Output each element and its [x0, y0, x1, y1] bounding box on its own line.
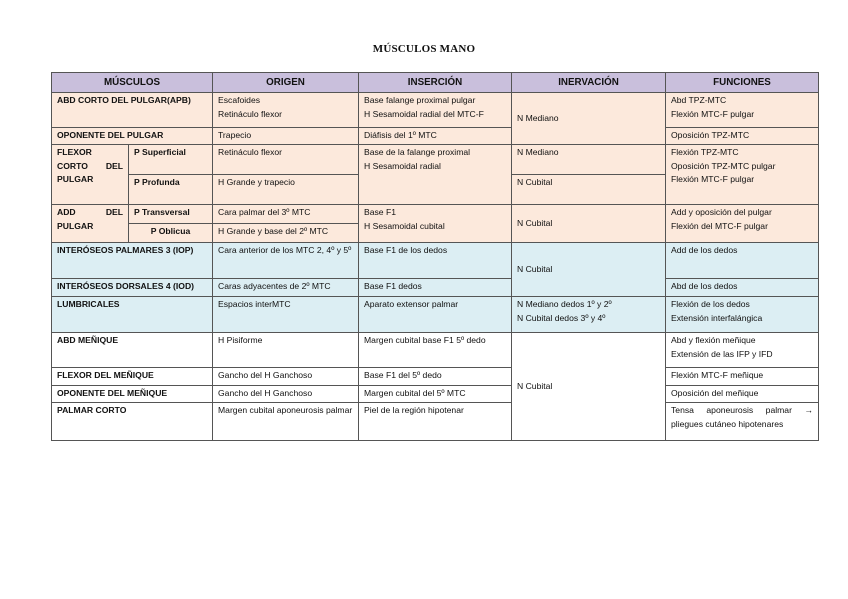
- muscle-name-word: DEL: [105, 160, 123, 171]
- insercion-cell: Diáfisis del 1º MTC: [359, 128, 512, 145]
- table-row: [52, 279, 819, 297]
- muscle-part: P Transversal: [129, 205, 213, 224]
- muscle-name: FLEXOR DEL MEÑIQUE: [52, 368, 213, 386]
- funcion-cell: [666, 297, 819, 333]
- muscle-name: LUMBRICALES: [52, 297, 213, 333]
- insercion-line: H Sesamoidal radial: [364, 160, 441, 171]
- funcion-cell: Add de los dedos: [666, 243, 819, 279]
- muscle-part: P Superficial: [129, 145, 213, 175]
- muscle-name: INTERÓSEOS DORSALES 4 (IOD): [52, 279, 213, 297]
- muscle-name: [52, 145, 129, 205]
- origen-line: Retináculo flexor: [218, 108, 283, 119]
- funcion-line: Flexión de los dedos: [671, 299, 750, 309]
- origen-cell: Trapecio: [213, 128, 359, 145]
- funcion-line: Flexión MTC-F pulgar: [671, 108, 755, 119]
- funcion-cell: Oposición TPZ-MTC: [666, 128, 819, 145]
- table-row: [52, 243, 819, 279]
- funcion-line: Abd TPZ-MTC: [671, 95, 727, 105]
- inervacion-cell: N Cubital: [512, 243, 666, 297]
- muscle-name-word: CORTO: [57, 160, 88, 171]
- inervacion-cell: N Mediano: [512, 145, 666, 175]
- muscle-name-line: PULGAR: [57, 174, 94, 184]
- muscle-part: P Oblicua: [129, 224, 213, 243]
- insercion-line: Base de la falange proximal: [364, 147, 471, 157]
- insercion-cell: Aparato extensor palmar: [359, 297, 512, 333]
- funcion-line: Flexión TPZ-MTC: [671, 147, 739, 157]
- origen-cell: H Pisiforme: [213, 333, 359, 368]
- insercion-cell: Piel de la región hipotenar: [359, 403, 512, 441]
- muscle-name: [52, 205, 129, 243]
- inervacion-cell: N Mediano: [512, 93, 666, 145]
- origen-cell: Retináculo flexor: [213, 145, 359, 175]
- insercion-cell: [359, 145, 512, 205]
- origen-cell: H Grande y base del 2º MTC: [213, 224, 359, 243]
- funcion-cell: [666, 145, 819, 205]
- muscle-part: P Profunda: [129, 175, 213, 205]
- muscle-name: ABD CORTO DEL PULGAR(APB): [52, 93, 213, 128]
- table-row: [52, 403, 819, 441]
- insercion-line: Base falange proximal pulgar: [364, 95, 476, 105]
- document-title: MÚSCULOS MANO: [372, 43, 476, 55]
- muscles-table: [51, 72, 819, 441]
- origen-line: Escafoides: [218, 95, 261, 105]
- funcion-cell: [666, 205, 819, 243]
- inervacion-cell: N Cubital: [512, 175, 666, 205]
- funcion-line: Flexión del MTC-F pulgar: [671, 220, 768, 231]
- table-row: [52, 368, 819, 386]
- origen-cell: Cara anterior de los MTC 2, 4º y 5º: [213, 243, 359, 279]
- funcion-line: Add y oposición del pulgar: [671, 207, 772, 217]
- inervacion-line: N Mediano dedos 1º y 2º: [517, 299, 612, 309]
- insercion-cell: [359, 93, 512, 128]
- table-row: [52, 333, 819, 368]
- table-row: [52, 297, 819, 333]
- inervacion-cell: N Cubital: [512, 205, 666, 243]
- table-row: [52, 205, 819, 224]
- muscle-name: OPONENTE DEL PULGAR: [52, 128, 213, 145]
- origen-cell: Caras adyacentes de 2º MTC: [213, 279, 359, 297]
- origen-cell: Gancho del H Ganchoso: [213, 386, 359, 403]
- muscle-name: INTERÓSEOS PALMARES 3 (IOP): [52, 243, 213, 279]
- origen-cell: Margen cubital aponeurosis palmar: [213, 403, 359, 441]
- origen-cell: Cara palmar del 3º MTC: [213, 205, 359, 224]
- header-origen: ORIGEN: [213, 73, 359, 93]
- insercion-cell: Base F1 del 5º dedo: [359, 368, 512, 386]
- funcion-line: Abd y flexión meñique: [671, 335, 756, 345]
- table-row: [52, 93, 819, 128]
- insercion-line: H Sesamoidal cubital: [364, 220, 445, 231]
- table-row: [52, 128, 819, 145]
- header-insercion: INSERCIÓN: [359, 73, 512, 93]
- origen-cell: H Grande y trapecio: [213, 175, 359, 205]
- funcion-cell: Flexión MTC-F meñique: [666, 368, 819, 386]
- inervacion-line: N Cubital dedos 3º y 4º: [517, 312, 606, 323]
- inervacion-cell: [512, 297, 666, 333]
- insercion-cell: Margen cubital base F1 5º dedo: [359, 333, 512, 368]
- funcion-line: Extensión interfalángica: [671, 312, 763, 323]
- inervacion-cell: N Cubital: [512, 333, 666, 441]
- header-inervacion: INERVACIÓN: [512, 73, 666, 93]
- origen-cell: Espacios interMTC: [213, 297, 359, 333]
- funcion-line: Flexión MTC-F pulgar: [671, 174, 755, 184]
- funcion-cell: Tensa aponeurosis palmar → pliegues cutáneo hipotenares: [666, 403, 819, 441]
- funcion-cell: Oposición del meñique: [666, 386, 819, 403]
- muscle-name-word: DEL: [105, 207, 123, 217]
- table-row: [52, 145, 819, 175]
- origen-cell: [213, 93, 359, 128]
- origen-cell: Gancho del H Ganchoso: [213, 368, 359, 386]
- funcion-cell: Abd de los dedos: [666, 279, 819, 297]
- muscle-name-line: FLEXOR: [57, 147, 92, 157]
- muscle-name: PALMAR CORTO: [52, 403, 213, 441]
- funcion-line: Oposición TPZ-MTC pulgar: [671, 160, 776, 171]
- muscle-name-line: [57, 206, 123, 220]
- insercion-line: Base F1: [364, 207, 397, 217]
- funcion-line: Extensión de las IFP y IFD: [671, 348, 773, 359]
- insercion-cell: Base F1 de los dedos: [359, 243, 512, 279]
- funcion-cell: [666, 333, 819, 368]
- header-musculos: MÚSCULOS: [52, 73, 213, 93]
- muscle-name-line: PULGAR: [57, 220, 94, 231]
- table-header-row: [52, 73, 819, 93]
- funcion-cell: [666, 93, 819, 128]
- insercion-line: H Sesamoidal radial del MTC-F: [364, 108, 484, 119]
- insercion-cell: Margen cubital del 5º MTC: [359, 386, 512, 403]
- muscle-name: ABD MEÑIQUE: [52, 333, 213, 368]
- insercion-cell: Base F1 dedos: [359, 279, 512, 297]
- table-row: [52, 386, 819, 403]
- muscle-name-word: ADD: [57, 207, 76, 217]
- header-funciones: FUNCIONES: [666, 73, 819, 93]
- muscle-name-line: [57, 160, 123, 174]
- muscle-name: OPONENTE DEL MEÑIQUE: [52, 386, 213, 403]
- insercion-cell: [359, 205, 512, 243]
